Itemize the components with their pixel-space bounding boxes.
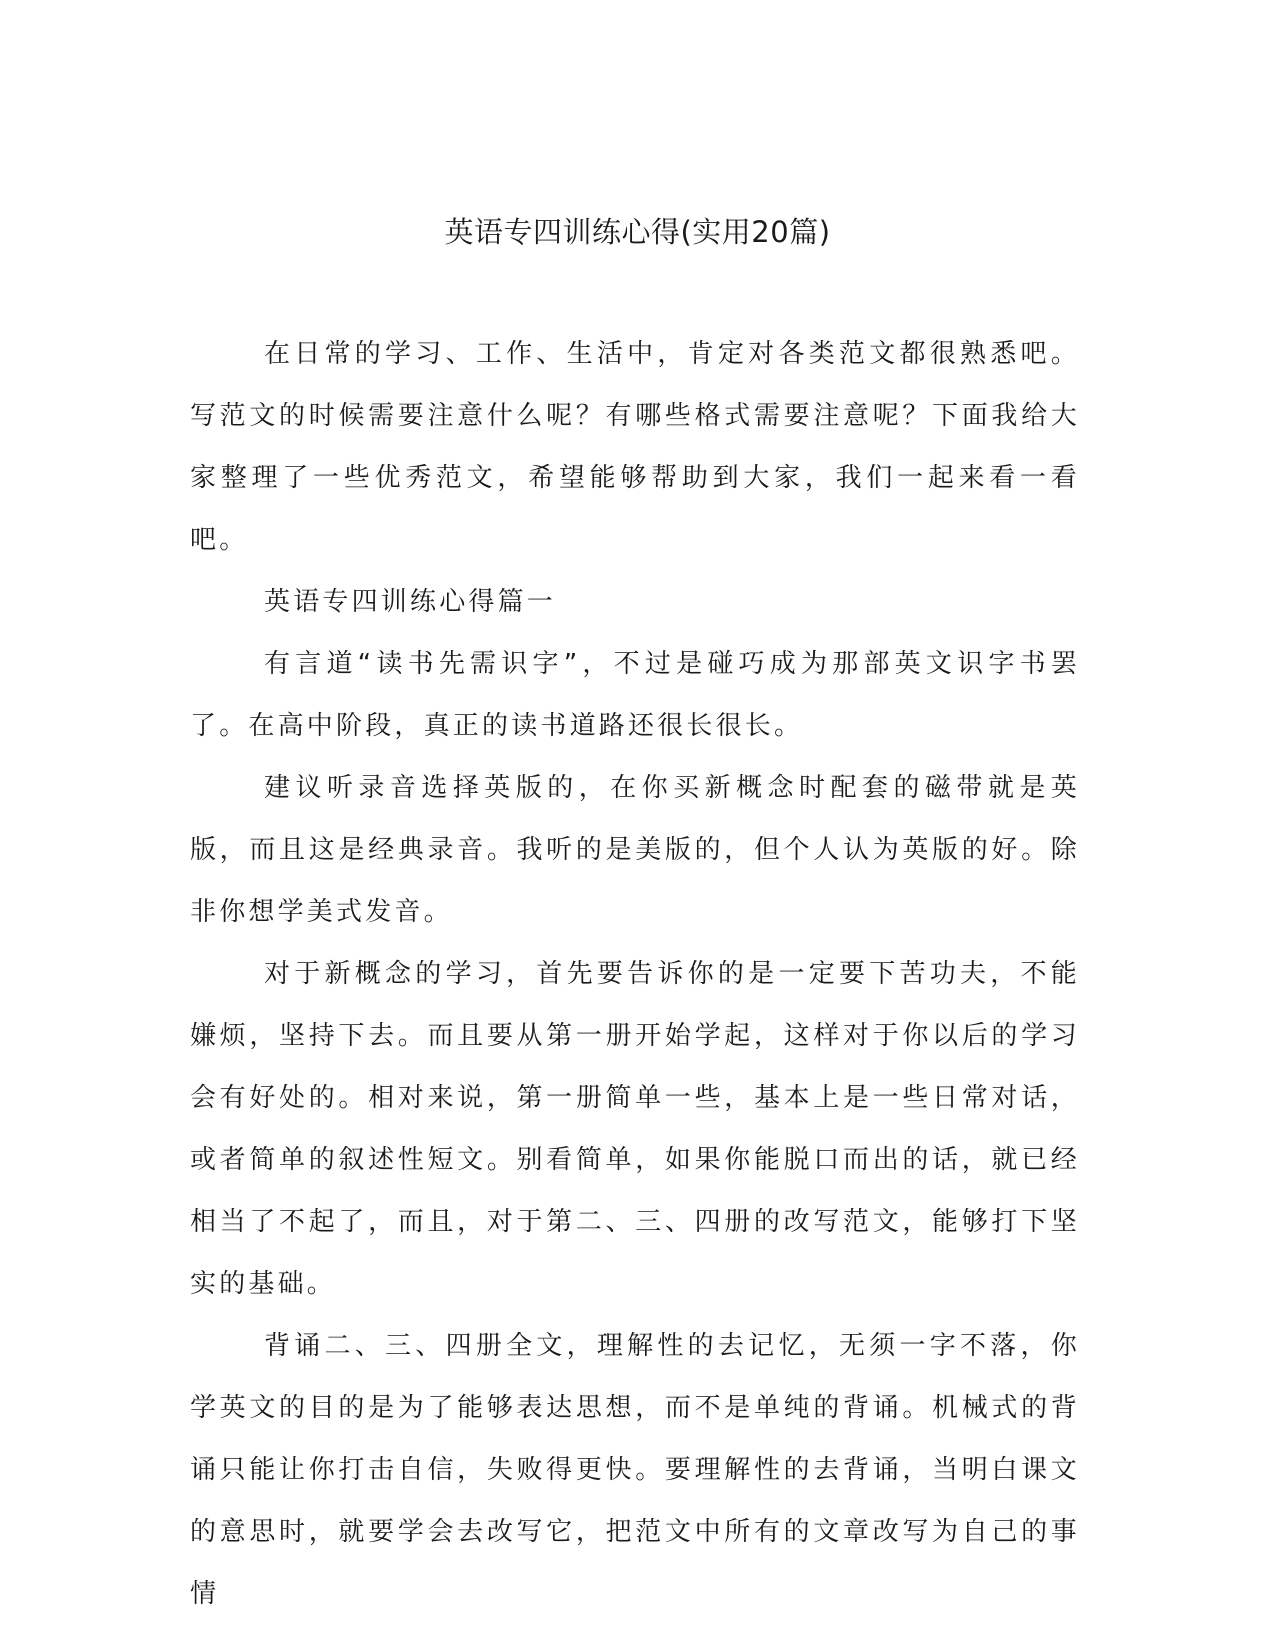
body-paragraph: 建议听录音选择英版的，在你买新概念时配套的磁带就是英版，而且这是经典录音。我听的是美版的，但个人认为英版的好。除非你想学美式发音。 — [190, 773, 1080, 927]
section-heading: 英语专四训练心得篇一 — [264, 587, 557, 617]
intro-paragraph: 在日常的学习、工作、生活中，肯定对各类范文都很熟悉吧。写范文的时候需要注意什么呢？有哪些格式需要注意呢？下面我给大家整理了一些优秀范文，希望能够帮助到大家，我们一起来看一看吧。 — [190, 339, 1080, 555]
document-body — [190, 323, 1080, 1625]
body-paragraph: 背诵二、三、四册全文，理解性的去记忆，无须一字不落，你学英文的目的是为了能够表达思想，而不是单纯的背诵。机械式的背诵只能让你打击自信，失败得更快。要理解性的去背诵，当明白课文的意思时，就要学会去改写它，把范文中所有的文章改写为自己的事情 — [190, 1331, 1080, 1609]
body-paragraph: 对于新概念的学习，首先要告诉你的是一定要下苦功夫，不能嫌烦，坚持下去。而且要从第一册开始学起，这样对于你以后的学习会有好处的。相对来说，第一册简单一些，基本上是一些日常对话，或者简单的叙述性短文。别看简单，如果你能脱口而出的话，就已经相当了不起了，而且，对于第二、三、四册的改写范文，能够打下坚实的基础。 — [190, 959, 1080, 1299]
document-title: 英语专四训练心得(实用20篇) — [444, 215, 831, 249]
body-paragraph: 有言道“读书先需识字”，不过是碰巧成为那部英文识字书罢了。在高中阶段，真正的读书道路还很长很长。 — [190, 649, 1080, 741]
